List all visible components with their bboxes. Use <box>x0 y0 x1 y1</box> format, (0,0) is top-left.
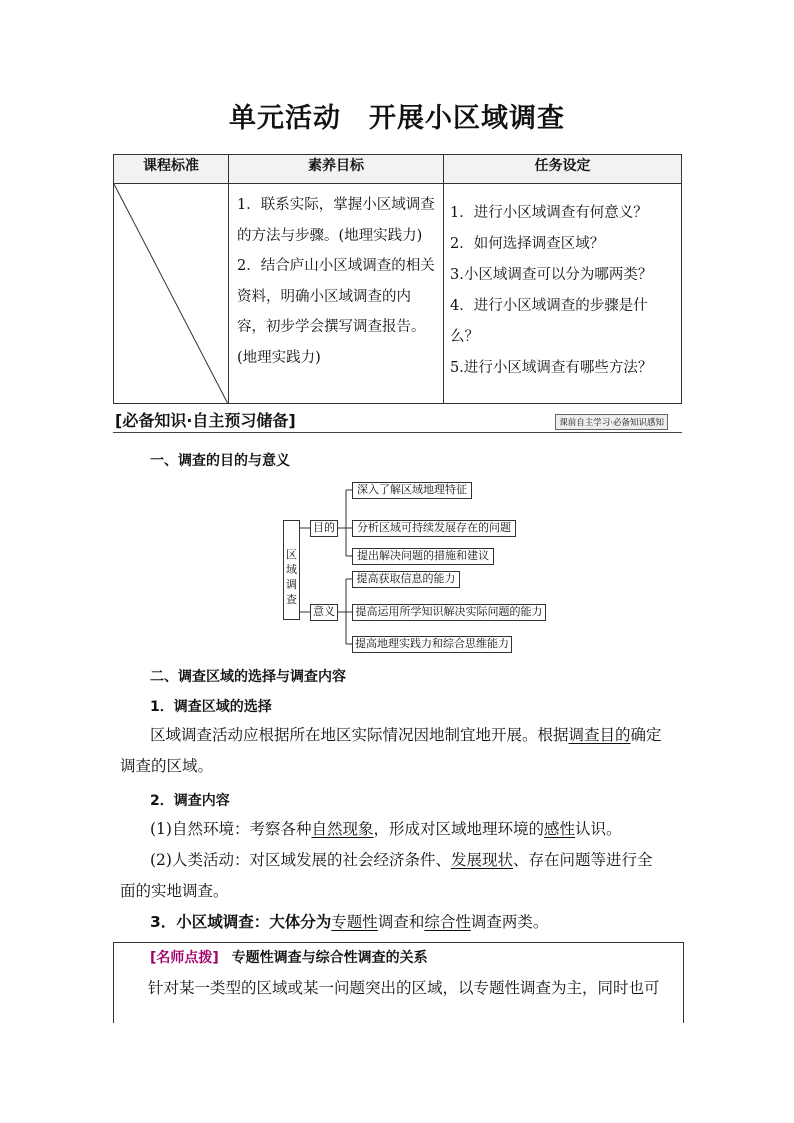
diagram-root: 区域调查 <box>283 520 300 620</box>
sub-heading-1: 1．调查区域的选择 <box>150 699 272 715</box>
purpose-item: 深入了解区域地理特征 <box>352 482 472 499</box>
purpose-item: 提出解决问题的措施和建议 <box>352 548 494 565</box>
title-part-b: 开展小区域调查 <box>369 103 565 134</box>
band-label: [必备知识·自主预习储备] <box>115 411 296 430</box>
task-item: 5.进行小区域调查有哪些方法？ <box>450 360 653 376</box>
band-tag: 课前自主学习·必备知识感知 <box>555 414 668 430</box>
content-human: (2)人类活动：对区域发展的社会经济条件、发展现状、存在问题等进行全 <box>150 851 653 869</box>
underlined-answer: 专题性 <box>331 913 378 931</box>
content-human-cont: 面的实地调查。 <box>120 882 229 900</box>
task-item: 2．如何选择调查区域？ <box>450 236 605 252</box>
sub-heading-3: 3．小区域调查：大体分为专题性调查和综合性调查两类。 <box>150 913 549 931</box>
header-standard: 课程标准 <box>114 155 229 184</box>
diagram-purpose-label: 目的 <box>310 520 338 537</box>
underlined-answer: 综合性 <box>424 913 471 931</box>
task-item: 4．进行小区域调查的步骤是什么？ <box>450 298 648 345</box>
section1-heading: 一、调查的目的与意义 <box>150 453 290 469</box>
diagram-meaning-label: 意义 <box>310 604 338 621</box>
content-natural: (1)自然环境：考察各种自然现象，形成对区域地理环境的感性认识。 <box>150 820 622 838</box>
tip-box <box>113 942 684 1023</box>
meaning-item: 提高获取信息的能力 <box>352 571 460 588</box>
underlined-answer: 发展现状 <box>450 851 513 869</box>
tip-header <box>150 947 428 967</box>
title-part-a: 单元活动 <box>229 103 341 134</box>
purpose-item: 分析区域可持续发展存在的问题 <box>352 520 516 537</box>
sub-heading-2: 2．调查内容 <box>150 793 230 809</box>
task-item: 3.小区域调查可以分为哪两类？ <box>450 267 653 283</box>
task-item: 1．进行小区域调查有何意义？ <box>450 205 648 221</box>
meaning-item: 提高地理实践力和综合思维能力 <box>352 636 512 653</box>
section2-heading: 二、调查区域的选择与调查内容 <box>150 669 346 685</box>
tip-text: 针对某一类型的区域或某一问题突出的区域，以专题性调查为主，同时也可 <box>148 979 660 997</box>
tip-title: 专题性调查与综合性调查的关系 <box>231 950 428 966</box>
paragraph-region-choice: 区域调查活动应根据所在地区实际情况因地制宜地开展。根据调查目的确定 <box>150 726 662 744</box>
tip-label: [名师点拨] <box>150 950 219 966</box>
header-tasks: 任务设定 <box>444 155 682 184</box>
header-goals: 素养目标 <box>229 155 444 184</box>
meaning-item: 提高运用所学知识解决实际问题的能力 <box>352 604 546 621</box>
paragraph-region-choice-cont: 调查的区域。 <box>120 757 214 775</box>
goal-item: 1．联系实际，掌握小区域调查的方法与步骤。(地理实践力) <box>237 197 435 244</box>
underlined-answer: 感性 <box>544 820 576 838</box>
underlined-answer: 自然现象 <box>311 820 374 838</box>
underlined-answer: 调查目的 <box>568 726 631 744</box>
goal-item: 2．结合庐山小区域调查的相关资料，明确小区域调查的内容，初步学会撰写调查报告。(地理实践力) <box>237 258 435 366</box>
